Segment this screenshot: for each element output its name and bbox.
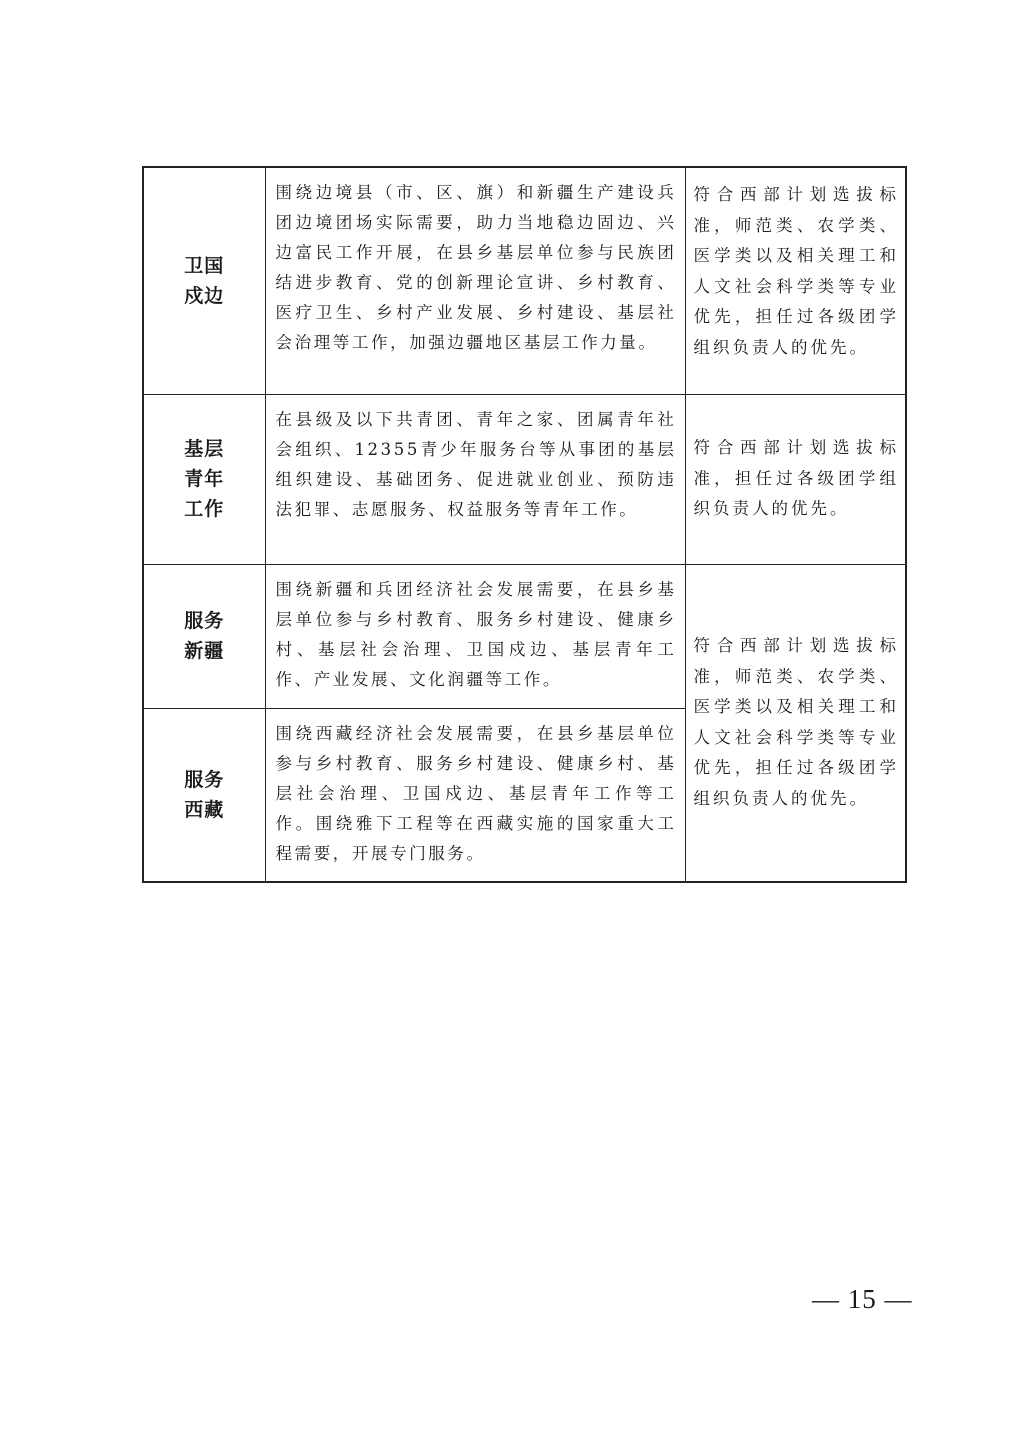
table-row <box>143 564 906 708</box>
table-row <box>143 167 906 394</box>
category-label: 服务 西藏 <box>184 768 225 821</box>
category-label: 基层 青年 工作 <box>184 438 225 520</box>
requirement-cell-merged: 符合西部计划选拔标准，师范类、农学类、医学类以及相关理工和人文社会科学类等专业优先，担任过各级团学组织负责人的优先。 <box>685 564 906 882</box>
description-cell: 在县级及以下共青团、青年之家、团属青年社会组织、12355青少年服务台等从事团的基层组织建设、基础团务、促进就业创业、预防违法犯罪、志愿服务、权益服务等青年工作。 <box>265 394 685 564</box>
requirement-cell: 符合西部计划选拔标准，师范类、农学类、医学类以及相关理工和人文社会科学类等专业优先，担任过各级团学组织负责人的优先。 <box>685 167 906 394</box>
category-label: 卫国 戍边 <box>184 254 225 307</box>
requirement-cell: 符合西部计划选拔标准，担任过各级团学组织负责人的优先。 <box>685 394 906 564</box>
category-cell <box>143 708 265 882</box>
description-cell: 围绕新疆和兵团经济社会发展需要，在县乡基层单位参与乡村教育、服务乡村建设、健康乡村、基层社会治理、卫国戍边、基层青年工作、产业发展、文化润疆等工作。 <box>265 564 685 708</box>
page-number: — 15 — <box>812 1284 913 1314</box>
category-label: 服务 新疆 <box>184 610 225 662</box>
description-cell: 围绕边境县（市、区、旗）和新疆生产建设兵团边境团场实际需要，助力当地稳边固边、兴边富民工作开展，在县乡基层单位参与民族团结进步教育、党的创新理论宣讲、乡村教育、医疗卫生、乡村产业发展、乡村建设、基层社会治理等工作，加强边疆地区基层工作力量。 <box>265 167 685 394</box>
table-row <box>143 394 906 564</box>
category-cell <box>143 394 265 564</box>
category-cell <box>143 564 265 708</box>
description-cell: 围绕西藏经济社会发展需要，在县乡基层单位参与乡村教育、服务乡村建设、健康乡村、基层社会治理、卫国戍边、基层青年工作等工作。围绕雅下工程等在西藏实施的国家重大工程需要，开展专门服务。 <box>265 708 685 882</box>
category-cell <box>143 167 265 394</box>
project-table <box>142 166 907 883</box>
